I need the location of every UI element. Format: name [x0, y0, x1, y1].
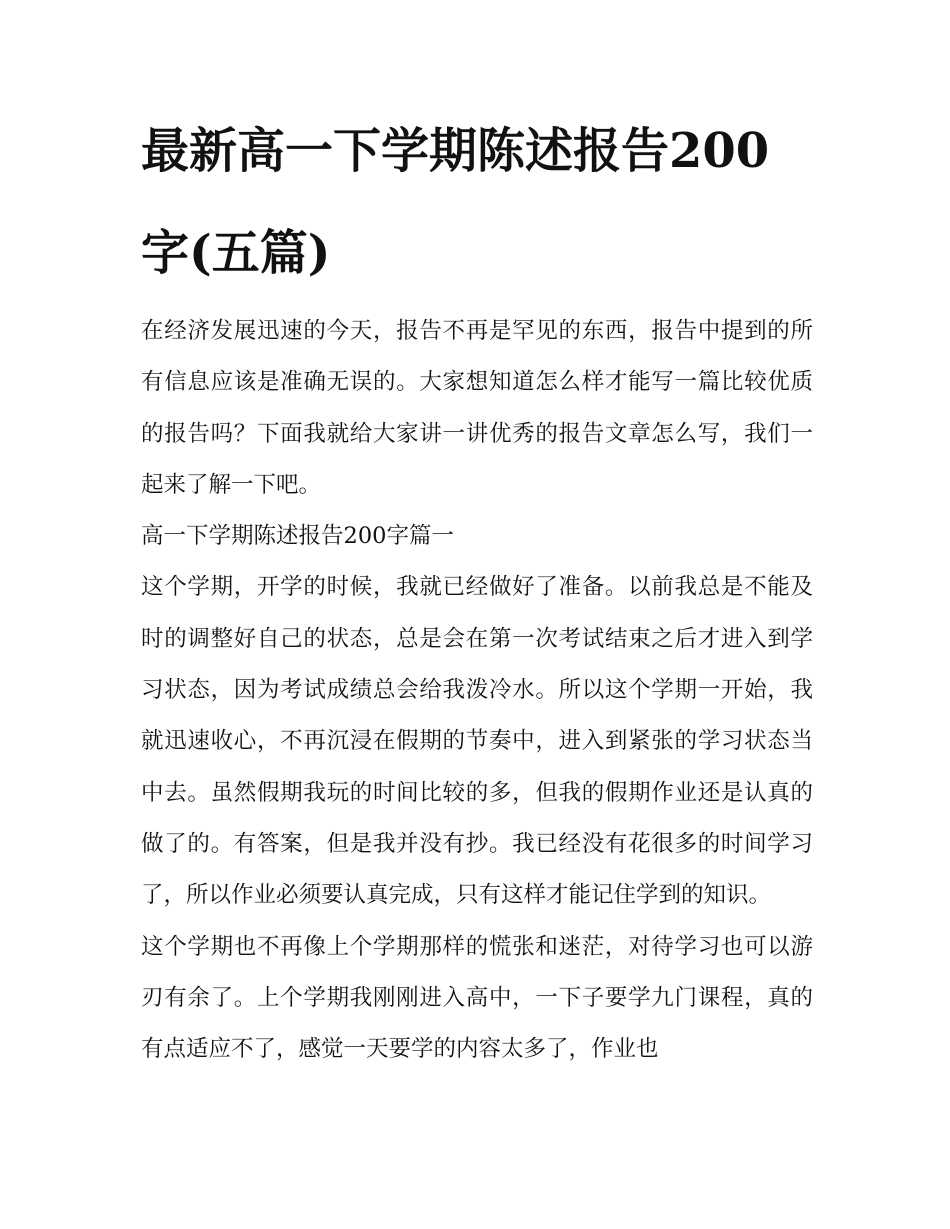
section-heading: 高一下学期陈述报告200字篇一: [141, 523, 454, 550]
document-title: 最新高一下学期陈述报告200字(五篇): [141, 123, 770, 281]
document-body: [141, 112, 813, 1075]
body-paragraph: 这个学期，开学的时候，我就已经做好了准备。以前我总是不能及时的调整好自己的状态，总是会在第一次考试结束之后才进入到学习状态，因为考试成绩总会给我泼冷水。所以这个学期一开始，我就迅速收心，不再沉浸在假期的节奏中，进入到紧张的学习状态当中去。虽然假期我玩的时间比较的多，但我的假期作业还是认真的做了的。有答案，但是我并没有抄。我已经没有花很多的时间学习了，所以作业必须要认真完成，只有这样才能记住学到的知识。: [141, 574, 813, 909]
intro-paragraph: 在经济发展迅速的今天，报告不再是罕见的东西，报告中提到的所有信息应该是准确无误的。大家想知道怎么样才能写一篇比较优质的报告吗？下面我就给大家讲一讲优秀的报告文章怎么写，我们一起来了解一下吧。: [141, 318, 813, 498]
body-paragraph: 这个学期也不再像上个学期那样的慌张和迷茫，对待学习也可以游刃有余了。上个学期我刚刚进入高中，一下子要学九门课程，真的有点适应不了，感觉一天要学的内容太多了，作业也: [141, 933, 813, 1063]
